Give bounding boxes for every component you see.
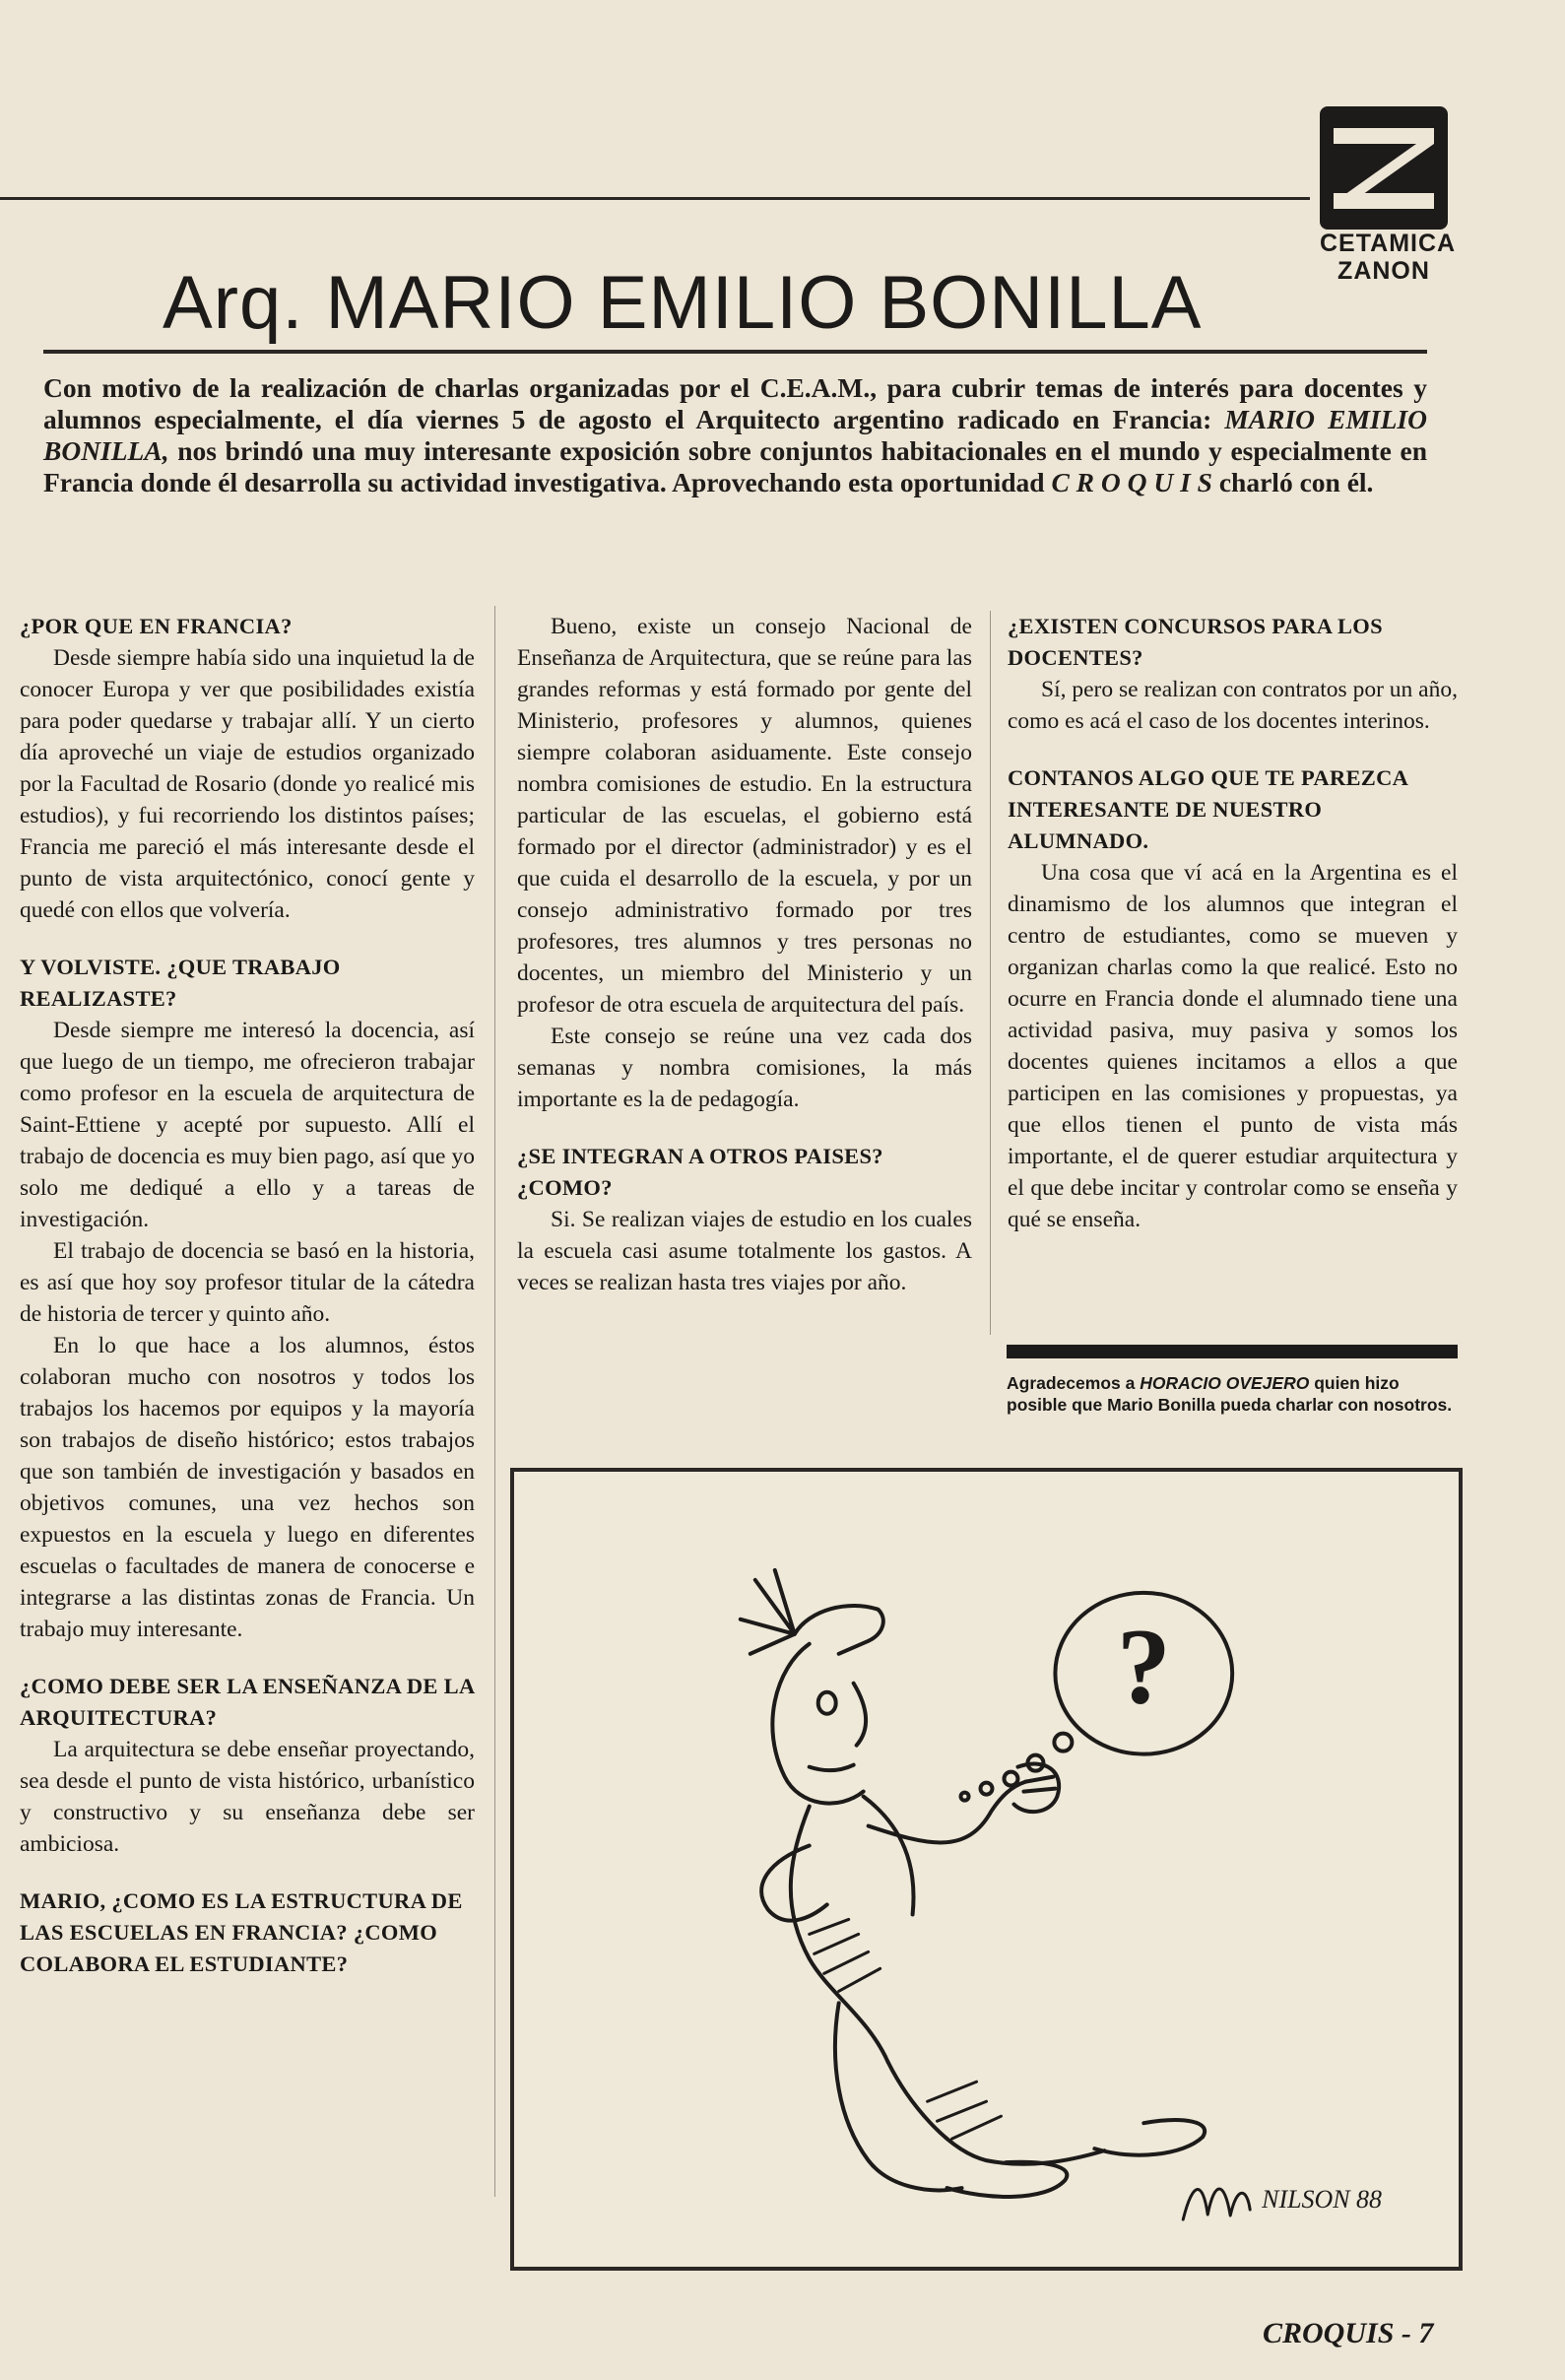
question-mark-icon: ? [1116,1606,1171,1727]
title-rule [43,350,1427,354]
answer-paragraph: Desde siempre había sido una inquietud la de conocer Europa y ver que posibilidades existía para poder quedarse y trabajar allí. Y un cierto día aproveché un viaje de estudios organizado por la Facultad de Rosario (donde yo realicé mis estudios), y fui recorriendo los distintos países; Francia me pareció el más interesante desde el punto de vista arquitectónico, conocí gente y quedé con ellos que volvería. [20,645,475,923]
credit-name: HORACIO OVEJERO [1140,1373,1310,1393]
question-heading: CONTANOS ALGO QUE TE PAREZCA INTERESANTE DE NUESTRO ALUMNADO. [1008,765,1407,853]
cartoon-signature: NILSON 88 [1262,2185,1383,2215]
answer-paragraph: Una cosa que ví acá en la Argentina es el dinamismo de los alumnos que integran el centro de estudiantes, como se mueven y organizan charlas como la que realicé. Esto no ocurre en Francia donde el alumnado tiene una actividad pasiva, muy pasiva y somos los docentes quienes incitamos a ellos a que participen en las comisiones y propuestas, ya que ellos tienen el punto de vista más importante, el de querer estudiar arquitectura y el que debe incitar y controlar como se enseña y qué se enseña. [1008,860,1458,1232]
credit-post: quien hizo posible que Mario Bonilla pueda charlar con nosotros. [1007,1373,1453,1415]
article-title: Arq. MARIO EMILIO BONILLA [163,261,1203,345]
question-heading: ¿SE INTEGRAN A OTROS PAISES? ¿COMO? [517,1144,883,1200]
cartoon-drawing [514,1472,1459,2267]
article-intro [43,372,1427,498]
answer-paragraph: En lo que hace a los alumnos, éstos colaboran mucho con nosotros y todos los trabajos los hacemos por equipos y la mayoría son trabajos de diseño histórico; estos trabajos que son también de investigación y basados en objetivos comunes, una vez hechos son expuestos en la escuela y luego en diferentes escuelas o facultades de manera de conocerse e integrarse a las distintas zonas de Francia. Un trabajo muy interesante. [20,1333,475,1642]
intro-name: MARIO EMILIO BONILLA, [43,404,1427,466]
column-divider [494,606,495,2197]
answer-paragraph: Sí, pero se realizan con contratos por un año, como es acá el caso de los docentes interinos. [1008,677,1458,734]
column-3 [1008,611,1458,1235]
question-heading: ¿COMO DEBE SER LA ENSEÑANZA DE LA ARQUITECTURA? [20,1674,475,1730]
intro-text-2: nos brindó una muy interesante exposición sobre conjuntos habitacionales en el mundo y especialmente en Francia donde él desarrolla su actividad investigativa. Aprovechando esta oportunidad [43,435,1427,497]
credit-divider-bar [1007,1345,1458,1358]
question-heading: ¿POR QUE EN FRANCIA? [20,614,293,638]
answer-paragraph: Bueno, existe un consejo Nacional de Enseñanza de Arquitectura, que se reúne para las grandes reformas y está formado por gente del Ministerio, profesores y alumnos, quienes siempre colaboran asiduamente. Este consejo nombra comisiones de estudio. En la estructura particular de las escuelas, el gobierno está formado por el director (administrador) y es el que cuida el desarrollo de la escuela, y por un consejo administrativo formado por tres profesores, tres alumnos y tres personas no docentes, un miembro del Ministerio y un profesor de otra escuela de arquitectura del país. [517,614,972,1018]
ceramica-zanon-logo [1320,106,1457,298]
logo-text-line2: ZANON [1337,257,1430,285]
question-heading: Y VOLVISTE. ¿QUE TRABAJO REALIZASTE? [20,955,341,1011]
column-1 [20,611,475,1980]
intro-magazine: C R O Q U I S [1051,467,1212,497]
column-divider [990,611,991,1335]
answer-paragraph: Desde siempre me interesó la docencia, así que luego de un tiempo, me ofrecieron trabajar como profesor en la escuela de arquitectura de Saint-Ettiene y acepté por supuesto. Allí el trabajo de docencia es muy bien pago, así que yo solo me dediqué a ello y a tareas de investigación. [20,1018,475,1232]
answer-paragraph: Este consejo se reúne una vez cada dos semanas y nombra comisiones, la más importante es la de pedagogía. [517,1024,972,1112]
answer-paragraph: El trabajo de docencia se basó en la historia, es así que hoy soy profesor titular de la cátedra de historia de tercer y quinto año. [20,1238,475,1327]
acknowledgement [1007,1372,1460,1416]
logo-mark-icon [1320,106,1448,230]
cartoon-illustration [510,1468,1463,2271]
answer-paragraph: La arquitectura se debe enseñar proyectando, sea desde el punto de vista histórico, urbanístico y constructivo y su enseñanza debe ser ambiciosa. [20,1737,475,1857]
intro-text-1: Con motivo de la realización de charlas organizadas por el C.E.A.M., para cubrir temas de interés para docentes y alumnos especialmente, el día viernes 5 de agosto el Arquitecto argentino radicado en Francia: [43,372,1427,434]
page-footer: CROQUIS - 7 [1263,2317,1434,2349]
credit-pre: Agradecemos a [1007,1373,1141,1393]
intro-text-3: charló con él. [1211,467,1374,497]
header-rule [0,197,1310,200]
question-heading: ¿EXISTEN CONCURSOS PARA LOS DOCENTES? [1008,614,1383,670]
answer-paragraph: Si. Se realizan viajes de estudio en los cuales la escuela casi asume totalmente los gastos. A veces se realizan hasta tres viajes por año. [517,1207,972,1295]
column-2 [517,611,972,1298]
question-heading: MARIO, ¿COMO ES LA ESTRUCTURA DE LAS ESCUELAS EN FRANCIA? ¿COMO COLABORA EL ESTUDIANTE? [20,1888,463,1976]
logo-text-line1: CETAMICA [1320,230,1457,257]
